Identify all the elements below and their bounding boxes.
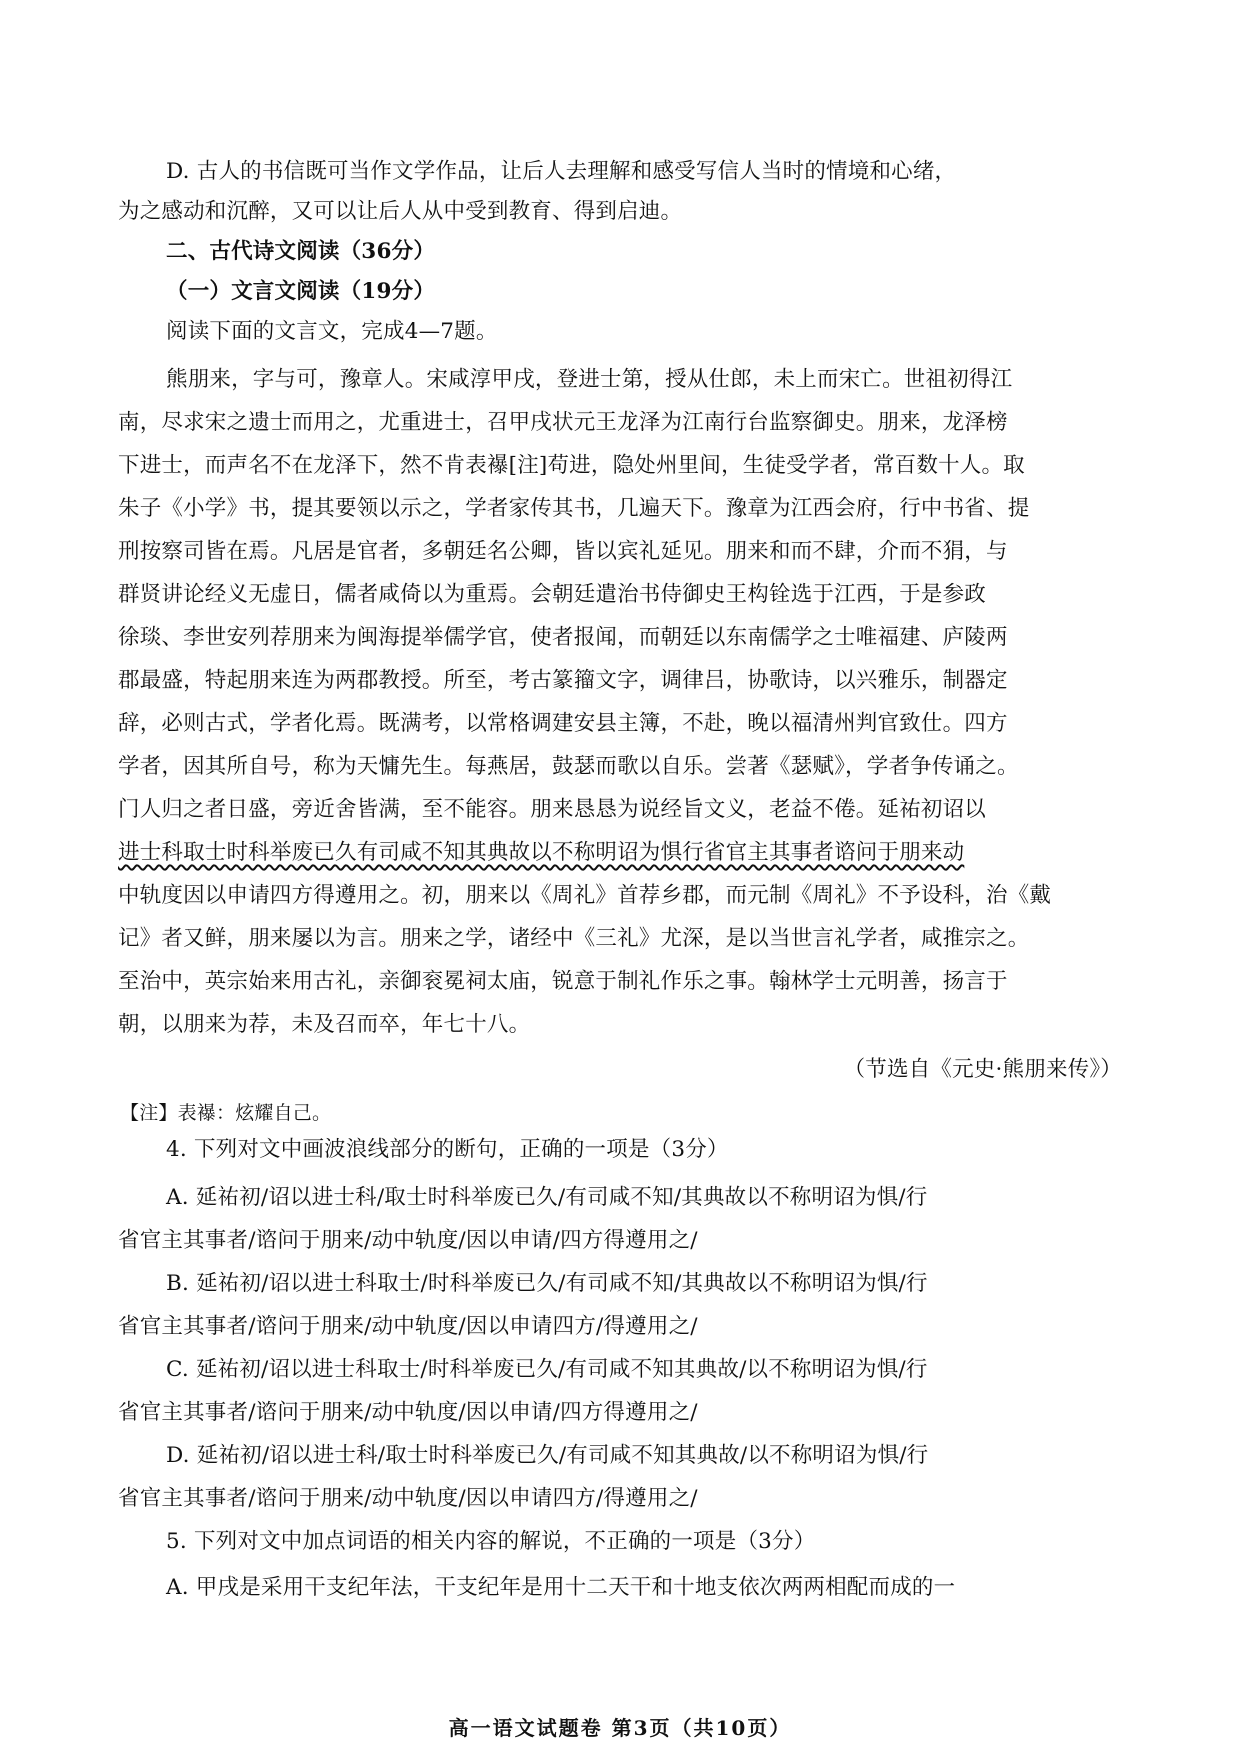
source-citation: （节选自《元史·熊朋来传》） [843, 1057, 1122, 1082]
q4-option-c: C. 延祐初/诏以进士科取士/时科举废已久/有司咸不知其典故/以不称明诏为惧/行 [166, 1357, 928, 1382]
passage-line-wavy: 进士科取士时科举废已久有司咸不知其典故以不称明诏为惧行省官主其事者谘问于朋来动 [118, 840, 965, 865]
passage-line: 至治中，英宗始来用古礼，亲御衮冕祠太庙，锐意于制礼作乐之事。翰林学士元明善，扬言于 [118, 969, 1008, 994]
passage-line: 记》者又鲜，朋来屡以为言。朋来之学，诸经中《三礼》尤深，是以当世言礼学者，咸推宗之。 [118, 926, 1030, 951]
footnote: 【注】表襮：炫耀自己。 [120, 1102, 332, 1124]
section-heading: 二、古代诗文阅读（36分） [166, 239, 436, 264]
q4-option-a: A. 延祐初/诏以进士科/取士时科举废已久/有司咸不知/其典故以不称明诏为惧/行 [166, 1185, 928, 1210]
passage-line: 熊朋来，字与可，豫章人。宋咸淳甲戌，登进士第，授从仕郎，未上而宋亡。世祖初得江 [166, 367, 1013, 392]
q4-option-b-cont: 省官主其事者/谘问于朋来/动中轨度/因以申请四方/得遵用之/ [118, 1314, 698, 1339]
passage-line: 郡最盛，特起朋来连为两郡教授。所至，考古篆籀文字，调律吕，协歌诗，以兴雅乐，制器定 [118, 668, 1008, 693]
passage-line: 门人归之者日盛，旁近舍皆满，至不能容。朋来恳恳为说经旨文义，老益不倦。延祐初诏以 [118, 797, 987, 822]
passage-line: 学者，因其所自号，称为天慵先生。每燕居，鼓瑟而歌以自乐。尝著《瑟赋》，学者争传诵之。 [118, 754, 1019, 779]
subsection-heading: （一）文言文阅读（19分） [166, 279, 436, 304]
passage-line: 群贤讲论经义无虚日，儒者咸倚以为重焉。会朝廷遣治书侍御史王构铨选于江西，于是参政 [118, 582, 987, 607]
passage-line: 下进士，而声名不在龙泽下，然不肯表襮[注]苟进，隐处州里间，生徒受学者，常百数十人。取 [118, 453, 1025, 478]
passage-line: 刑按察司皆在焉。凡居是官者，多朝廷名公卿，皆以宾礼延见。朋来和而不肆，介而不狷，与 [118, 539, 1008, 564]
q4-option-b: B. 延祐初/诏以进士科取士/时科举废已久/有司咸不知/其典故以不称明诏为惧/行 [166, 1271, 928, 1296]
q5-option-a: A. 甲戌是采用干支纪年法，干支纪年是用十二天干和十地支依次两两相配而成的一 [166, 1575, 956, 1600]
text-line: 为之感动和沉醉，又可以让后人从中受到教育、得到启迪。 [118, 199, 683, 224]
passage-line: 朱子《小学》书，提其要领以示之，学者家传其书，几遍天下。豫章为江西会府，行中书省、提 [118, 496, 1030, 521]
question-4-stem: 4. 下列对文中画波浪线部分的断句，正确的一项是（3分） [166, 1137, 729, 1162]
q4-option-d-cont: 省官主其事者/谘问于朋来/动中轨度/因以申请四方/得遵用之/ [118, 1486, 698, 1511]
text-line: D. 古人的书信既可当作文学作品，让后人去理解和感受写信人当时的情境和心绪， [166, 159, 957, 184]
instruction-line: 阅读下面的文言文，完成4—7题。 [166, 319, 498, 344]
passage-line: 朝，以朋来为荐，未及召而卒，年七十八。 [118, 1012, 531, 1037]
q4-option-c-cont: 省官主其事者/谘问于朋来/动中轨度/因以申请/四方得遵用之/ [118, 1400, 698, 1425]
passage-line: 辞，必则古式，学者化焉。既满考，以常格调建安县主簿，不赴，晚以福清州判官致仕。四方 [118, 711, 1008, 736]
passage-line: 中轨度因以申请四方得遵用之。初，朋来以《周礼》首荐乡郡，而元制《周礼》不予设科，治《戴 [118, 883, 1052, 908]
page-footer: 高一语文试题卷 第3页（共10页） [448, 1716, 792, 1740]
q4-option-a-cont: 省官主其事者/谘问于朋来/动中轨度/因以申请/四方得遵用之/ [118, 1228, 698, 1253]
passage-line: 徐琰、李世安列荐朋来为闽海提举儒学官，使者报闻，而朝廷以东南儒学之士唯福建、庐陵两 [118, 625, 1008, 650]
q4-option-d: D. 延祐初/诏以进士科/取士时科举废已久/有司咸不知其典故/以不称明诏为惧/行 [166, 1443, 929, 1468]
passage-line: 南，尽求宋之遗士而用之，尤重进士，召甲戌状元王龙泽为江南行台监察御史。朋来，龙泽榜 [118, 410, 1008, 435]
question-5-stem: 5. 下列对文中加点词语的相关内容的解说，不正确的一项是（3分） [166, 1529, 816, 1554]
